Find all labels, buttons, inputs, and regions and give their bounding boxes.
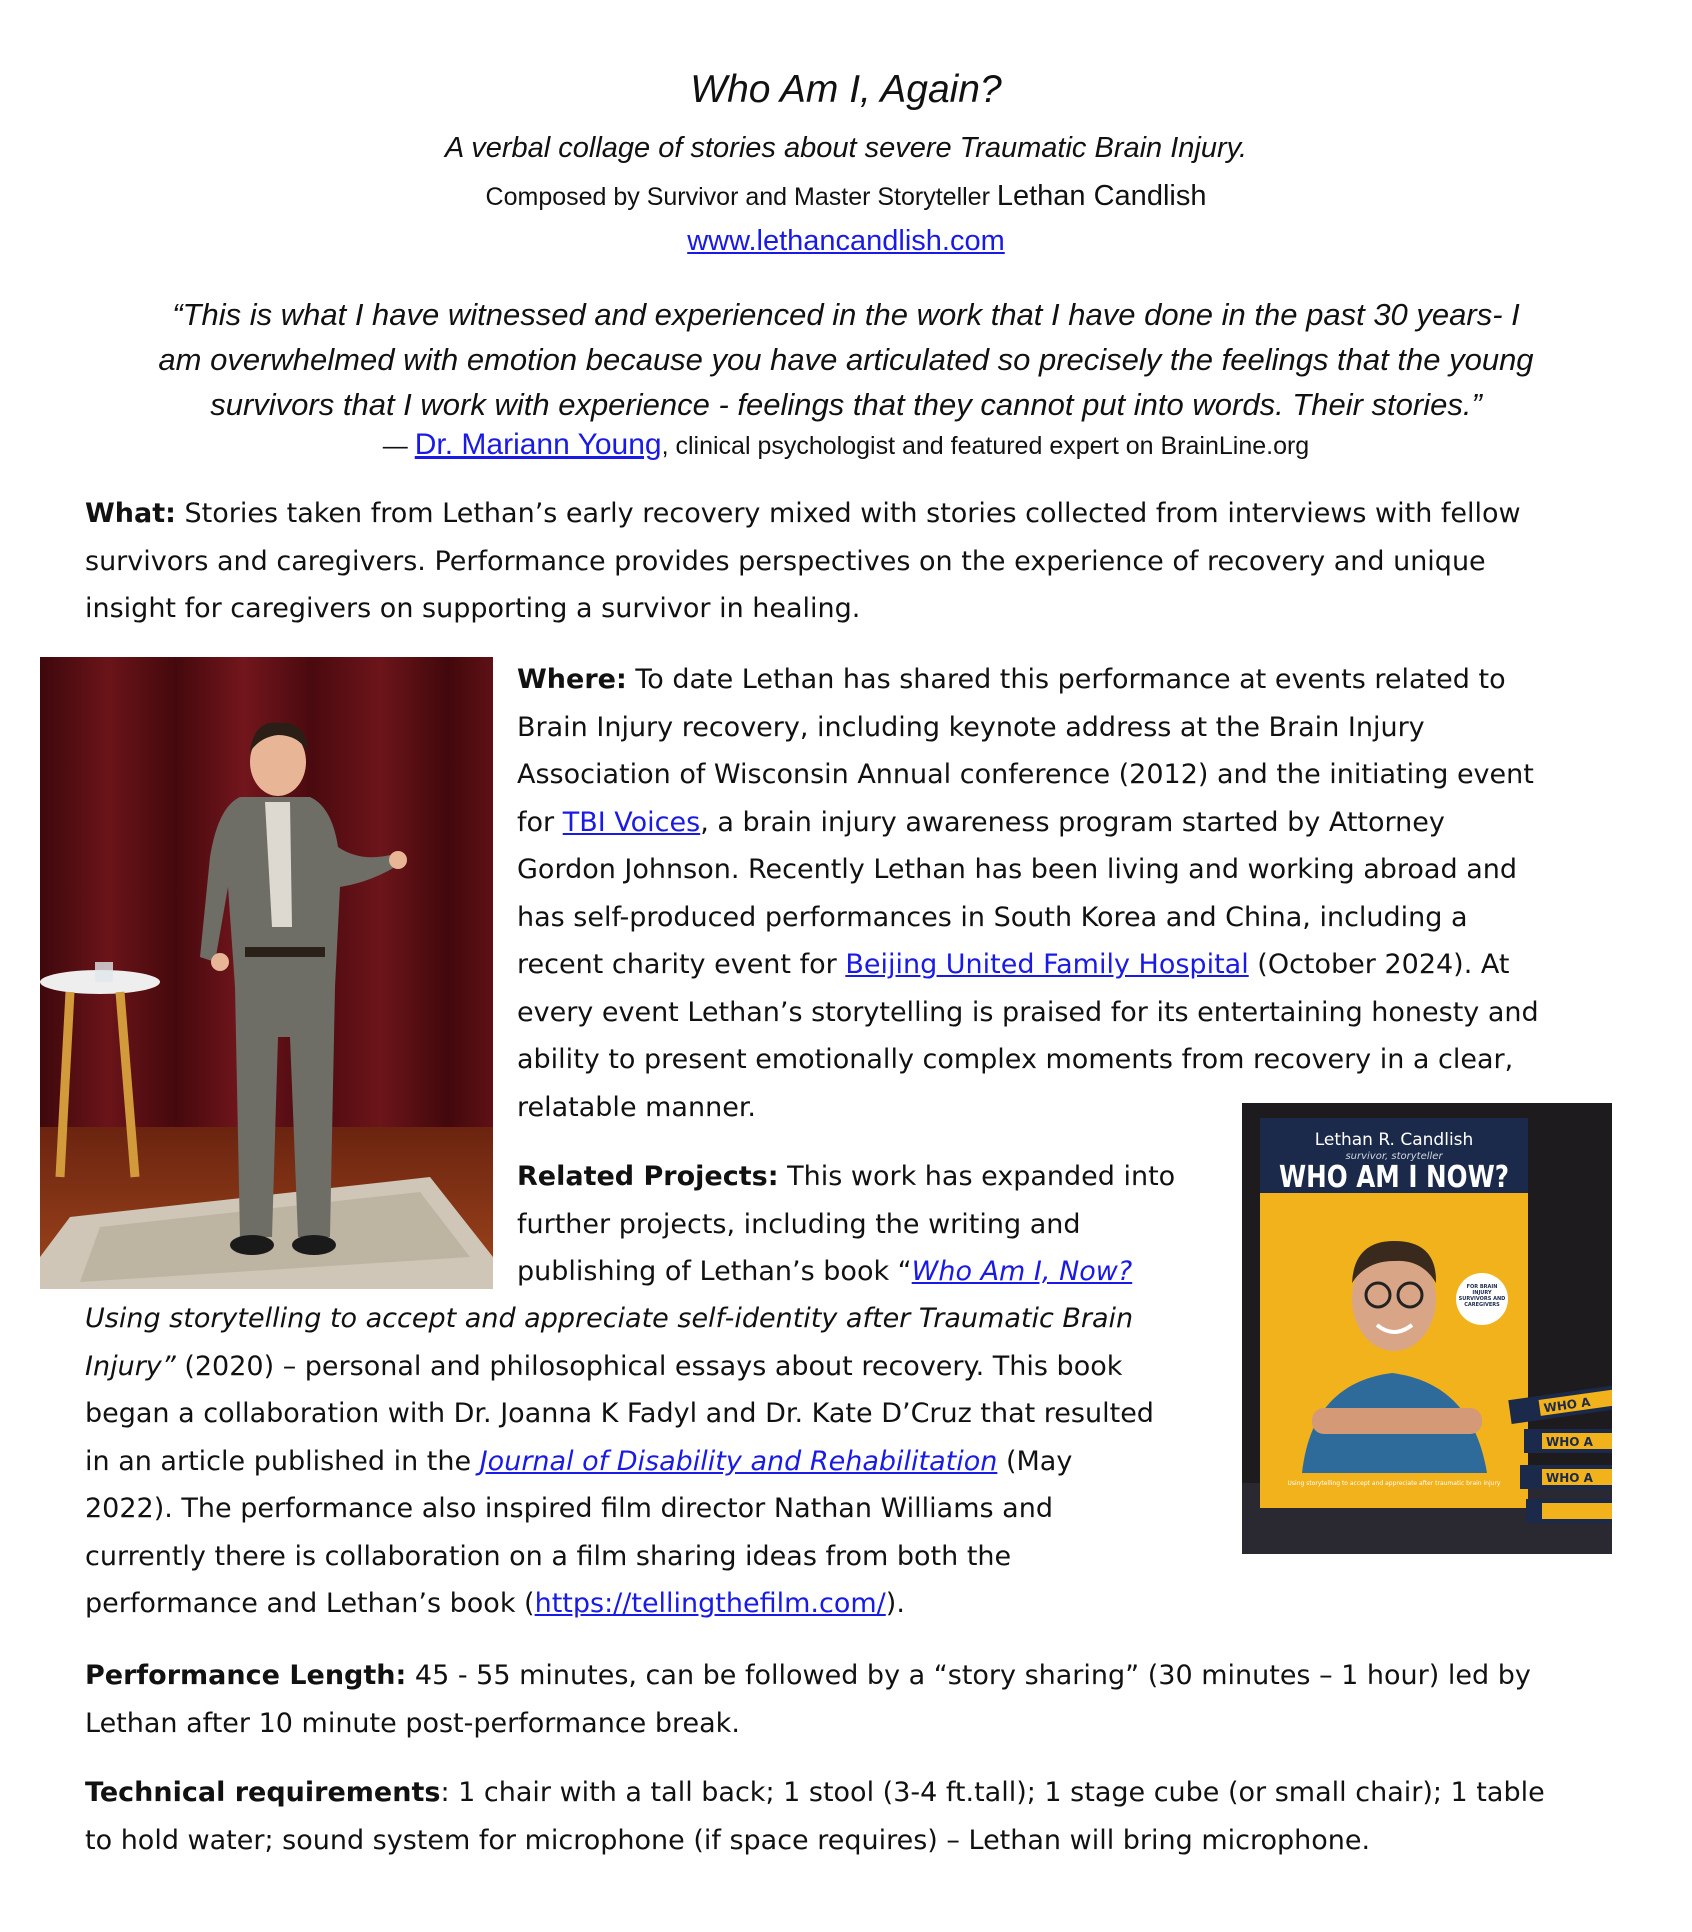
what-section	[85, 490, 1625, 633]
cover-author: Lethan R. Candlish	[1314, 1130, 1474, 1150]
what-text: insight for caregivers on supporting a survivor in healing.	[85, 593, 861, 624]
cover-subtitle: Using storytelling to accept and appreciate after traumatic brain injury	[1287, 1480, 1501, 1487]
book-cover-photo	[1242, 1103, 1612, 1554]
technical-requirements-section	[85, 1769, 1645, 1864]
where-section	[517, 656, 1617, 1131]
book-subtitle-text: Using storytelling to accept and appreciate self-identity after Traumatic Brain	[85, 1303, 1134, 1334]
website-line	[0, 225, 1692, 258]
website-link[interactable]: www.lethancandlish.com	[687, 225, 1005, 257]
related-projects-section	[517, 1153, 1217, 1296]
where-text: has self-produced performances in South Korea and China, including a	[517, 901, 1468, 933]
where-label: Where:	[517, 664, 627, 695]
where-text: , a brain injury awareness program started by Attorney	[700, 806, 1445, 838]
related-projects-continued	[85, 1295, 1225, 1628]
where-text: Gordon Johnson. Recently Lethan has been living and working abroad and	[517, 854, 1517, 885]
what-text: survivors and caregivers. Performance provides perspectives on the experience of recovery and unique	[85, 545, 1486, 577]
related-text: performance and Lethan’s book (	[85, 1588, 535, 1619]
quote-line: survivors that I work with experience - feelings that they cannot put into words. Their stories.”	[210, 387, 1482, 422]
related-text: ).	[885, 1588, 905, 1619]
related-label: Related Projects:	[517, 1161, 779, 1192]
journal-link-text: Journal of Disability and Rehabilitation	[479, 1445, 998, 1477]
cover-badge: FOR BRAIN INJURY SURVIVORS AND CAREGIVERS	[1458, 1284, 1506, 1308]
where-text: Brain Injury recovery, including keynote address at the Brain Injury	[517, 711, 1425, 743]
where-text: relatable manner.	[517, 1091, 757, 1123]
where-text: (October 2024). At	[1248, 949, 1510, 980]
related-text: further projects, including the writing and	[517, 1208, 1081, 1240]
book-link[interactable]	[912, 1256, 1133, 1287]
author-role: , clinical psychologist and featured expert on BrainLine.org	[661, 432, 1310, 460]
attribution-dash: —	[382, 432, 415, 460]
spine-text: WHO A	[1546, 1471, 1593, 1485]
performance-length-label: Performance Length:	[85, 1660, 407, 1691]
composer-name: Lethan Candlish	[996, 180, 1207, 212]
where-text: for	[517, 806, 563, 838]
book-subtitle-text: Injury”	[85, 1350, 176, 1382]
composed-by-line	[0, 180, 1692, 213]
quote-line: am overwhelmed with emotion because you have articulated so precisely the feelings that the young	[158, 342, 1534, 377]
testimonial-quote	[70, 292, 1622, 427]
beijing-hospital-link[interactable]: Beijing United Family Hospital	[845, 949, 1249, 980]
what-label: What:	[85, 498, 176, 529]
where-text: To date Lethan has shared this performance at events related to	[626, 664, 1506, 695]
spine-text: WHO A	[1542, 1394, 1592, 1416]
performer-photo	[40, 657, 493, 1289]
where-text: recent charity event for	[517, 949, 846, 980]
related-text: in an article published in the	[85, 1445, 480, 1477]
performance-length-text: 45 - 55 minutes, can be followed by a “story sharing” (30 minutes – 1 hour) led by	[406, 1660, 1531, 1691]
related-text: currently there is collaboration on a film sharing ideas from both the	[85, 1540, 1012, 1572]
related-text: publishing of Lethan’s book “	[517, 1256, 912, 1287]
technical-text: to hold water; sound system for microphone (if space requires) – Lethan will bring microphone.	[85, 1824, 1371, 1856]
related-text: began a collaboration with Dr. Joanna K Fadyl and Dr. Kate D’Cruz that resulted	[85, 1398, 1154, 1429]
what-text: Stories taken from Lethan’s early recovery mixed with stories collected from interviews with fellow	[175, 498, 1521, 529]
spine-text: WHO A	[1546, 1435, 1593, 1449]
related-text: (May	[997, 1445, 1073, 1477]
cover-tagline: survivor, storyteller	[1345, 1151, 1443, 1162]
film-link[interactable]: https://tellingthefilm.com/	[534, 1588, 886, 1619]
tbi-voices-link[interactable]: TBI Voices	[562, 806, 701, 838]
author-link[interactable]: Dr. Mariann Young	[414, 428, 662, 461]
quote-attribution	[0, 428, 1692, 462]
where-text: every event Lethan’s storytelling is praised for its entertaining honesty and	[517, 996, 1539, 1028]
related-text: 2022). The performance also inspired film director Nathan Williams and	[85, 1493, 1053, 1524]
document-title: Who Am I, Again?	[690, 68, 1002, 111]
related-text: This work has expanded into	[778, 1161, 1176, 1192]
cover-title: WHO AM I NOW?	[1279, 1160, 1509, 1195]
book-link-text: Who Am I, Now?	[911, 1256, 1133, 1287]
performance-length-section	[85, 1652, 1625, 1747]
quote-line: “This is what I have witnessed and experienced in the work that I have done in the past 30 years- I	[172, 297, 1520, 332]
performance-length-text: Lethan after 10 minute post-performance break.	[85, 1707, 740, 1739]
journal-link[interactable]	[480, 1446, 998, 1477]
where-text: Association of Wisconsin Annual conference (2012) and the initiating event	[517, 759, 1534, 790]
technical-text: : 1 chair with a tall back; 1 stool (3-4 ft.tall); 1 stage cube (or small chair); 1 table	[440, 1777, 1545, 1808]
where-text: ability to present emotionally complex moments from recovery in a clear,	[517, 1044, 1514, 1075]
technical-label: Technical requirements	[85, 1777, 441, 1808]
related-text: (2020) – personal and philosophical essays about recovery. This book	[175, 1350, 1123, 1382]
document-subtitle: A verbal collage of stories about severe Traumatic Brain Injury.	[444, 132, 1248, 164]
composed-prefix: Composed by Survivor and Master Storyteller	[485, 183, 990, 211]
